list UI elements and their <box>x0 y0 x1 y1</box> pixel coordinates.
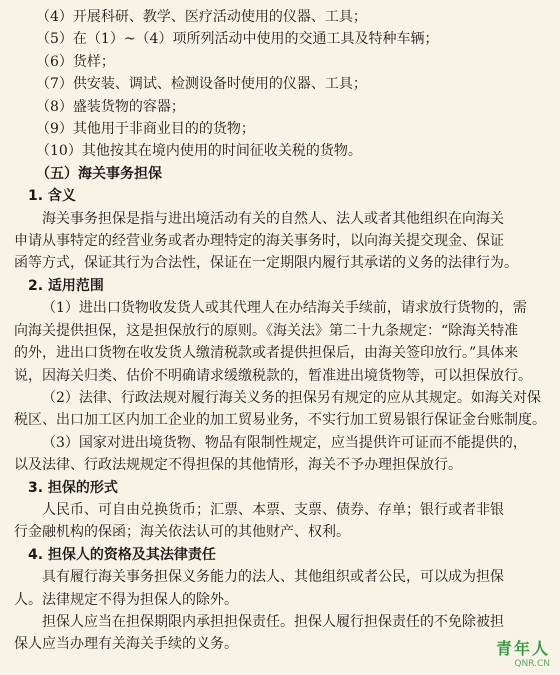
list-item: （8）盛装货物的容器； <box>36 98 185 115</box>
text-line: 申请从事特定的经营业务或者办理特定的海关事务时，以向海关提交现金、保证 <box>14 233 504 250</box>
text-line: 以及法律、行政法规规定不得担保的其他情形，海关不予办理担保放行。 <box>14 457 462 474</box>
paragraph-forms <box>14 499 546 544</box>
list-item: （6）货样； <box>36 53 115 70</box>
list-block <box>14 6 546 163</box>
watermark-logo <box>496 636 550 669</box>
list-item: （7）供安装、调试、检测设备时使用的仪器、工具； <box>36 76 367 93</box>
list-item: （5）在（1）~（4）项所列活动中使用的交通工具及特种车辆； <box>36 31 439 48</box>
subsection-title-guarantor: 4. 担保人的资格及其法律责任 <box>28 546 216 563</box>
paragraph-meaning <box>14 208 546 275</box>
text-line: （1）进出口货物收发货人或其代理人在办结海关手续前，请求放行货物的，需 <box>42 300 527 317</box>
watermark-url: QNR.CN <box>514 659 550 669</box>
text-line: （2）法律、行政法规对履行海关义务的担保另有规定的应从其规定。如海关对保 <box>42 389 541 406</box>
subsection-title-scope: 2. 适用范围 <box>28 277 104 294</box>
subsection-title-meaning: 1. 含义 <box>28 188 76 205</box>
text-line: （3）国家对进出境货物、物品有限制性规定，应当提供许可证而不能提供的， <box>42 434 527 451</box>
text-line: 说，因海关归类、估价不明确请求缓缴税款的，暂准进出境货物等，可以担保放行。 <box>14 367 532 384</box>
text-line: 担保人应当在担保期限内承担担保责任。担保人履行担保责任的不免除被担 <box>42 613 504 630</box>
text-line: 人。法律规定不得为担保人的除外。 <box>14 591 238 608</box>
list-item: （9）其他用于非商业目的的货物； <box>36 121 255 138</box>
text-line: 海关事务担保是指与进出境活动有关的自然人、法人或者其他组织在向海关 <box>42 210 504 227</box>
paragraph-scope <box>14 297 546 476</box>
watermark-text: 青年人 <box>495 639 550 658</box>
text-line: 行金融机构的保函；海关依法认可的其他财产、权利。 <box>14 524 350 541</box>
list-item: （10）其他按其在境内使用的时间征收关税的货物。 <box>36 143 362 160</box>
paragraph-guarantor <box>14 566 546 656</box>
text-line: 人民币、可自由兑换货币；汇票、本票、支票、债券、存单；银行或者非银 <box>42 501 504 518</box>
text-line: 保人应当办理有关海关手续的义务。 <box>14 636 238 653</box>
text-line: 的外，进出口货物在收发货人缴清税款或者提供担保后，由海关签印放行。”具体来 <box>14 345 519 362</box>
section-title: （五）海关事务担保 <box>36 165 162 182</box>
text-line: 函等方式，保证其行为合法性，保证在一定期限内履行其承诺的义务的法律行为。 <box>14 255 518 272</box>
list-item: （4）开展科研、教学、医疗活动使用的仪器、工具； <box>36 9 367 25</box>
subsection-title-forms: 3. 担保的形式 <box>28 479 118 496</box>
text-line: 向海关提供担保，这是担保放行的原则。《海关法》第二十九条规定：“除海关特准 <box>14 322 519 339</box>
text-line: 具有履行海关事务担保义务能力的法人、其他组织或者公民，可以成为担保 <box>42 569 504 586</box>
text-line: 税区、出口加工区内加工企业的加工贸易业务，不实行加工贸易银行保证金台账制度。 <box>14 412 546 429</box>
